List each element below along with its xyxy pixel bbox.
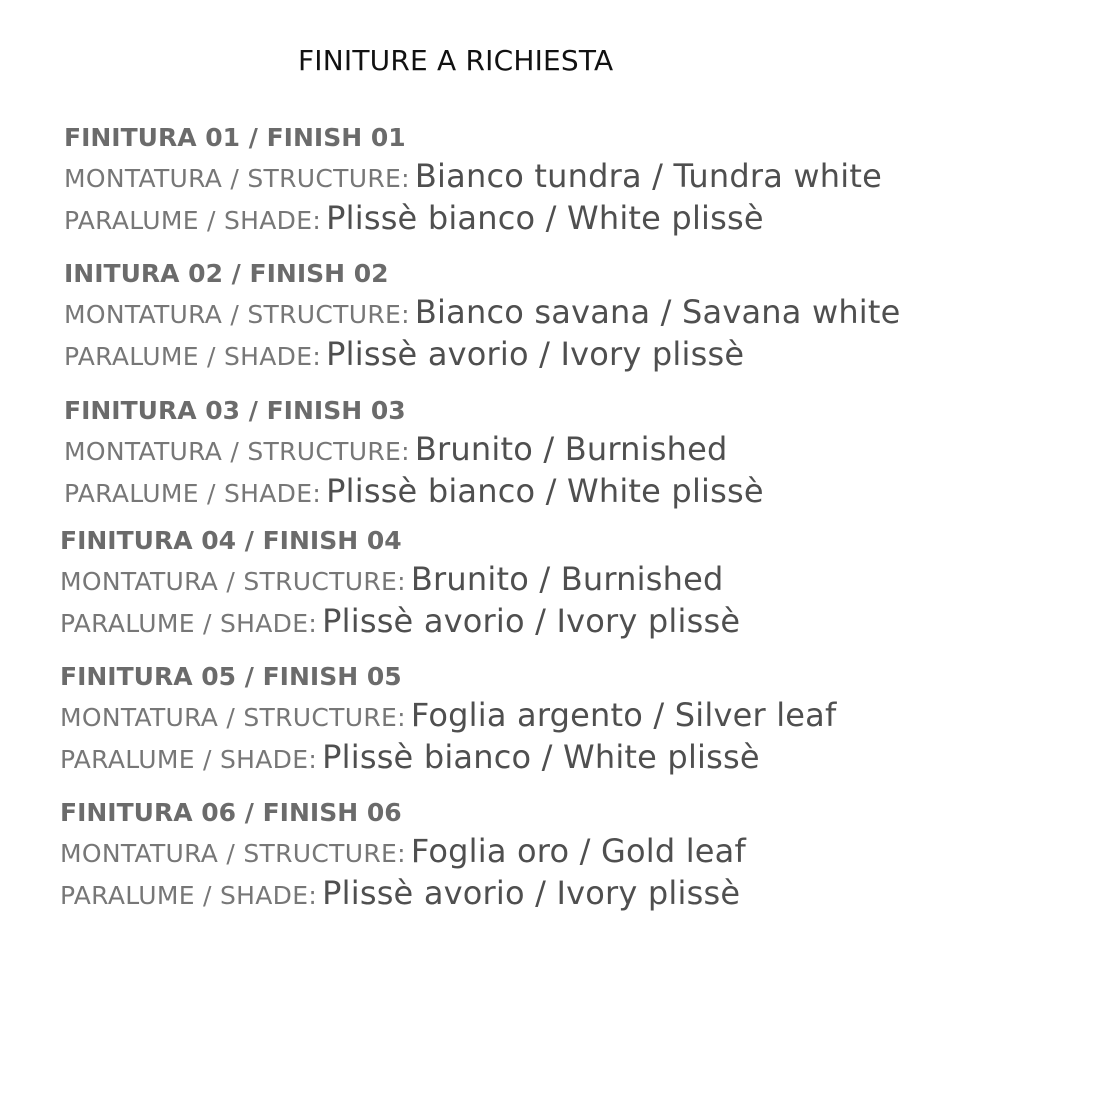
structure-row: [60, 558, 740, 600]
shade-label: PARALUME / SHADE:: [60, 745, 318, 774]
structure-label: MONTATURA / STRUCTURE:: [60, 567, 406, 596]
shade-label: PARALUME / SHADE:: [64, 342, 322, 371]
finish-block-03: [64, 394, 764, 512]
shade-value: Plissè bianco / White plissè: [326, 472, 764, 510]
finish-block-06: [60, 796, 746, 914]
structure-value: Foglia argento / Silver leaf: [410, 696, 837, 734]
structure-row: [60, 830, 746, 872]
structure-label: MONTATURA / STRUCTURE:: [64, 300, 410, 329]
finish-heading: INITURA 02 / FINISH 02: [64, 259, 389, 288]
shade-label: PARALUME / SHADE:: [64, 479, 322, 508]
shade-row: [60, 872, 746, 914]
shade-label: PARALUME / SHADE:: [64, 206, 322, 235]
finish-block-04: [60, 524, 740, 642]
shade-row: [64, 197, 882, 239]
shade-label: PARALUME / SHADE:: [60, 881, 318, 910]
shade-row: [60, 600, 740, 642]
shade-value: Plissè bianco / White plissè: [322, 738, 760, 776]
structure-value: Brunito / Burnished: [410, 560, 724, 598]
structure-value: Bianco savana / Savana white: [414, 293, 901, 331]
structure-row: [64, 291, 901, 333]
finish-block-02: [64, 257, 901, 375]
shade-row: [64, 470, 764, 512]
finish-block-05: [60, 660, 836, 778]
shade-value: Plissè avorio / Ivory plissè: [322, 874, 741, 912]
shade-value: Plissè bianco / White plissè: [326, 199, 764, 237]
page-title: FINITURE A RICHIESTA: [298, 44, 614, 77]
finish-heading: FINITURA 04 / FINISH 04: [60, 526, 402, 555]
structure-row: [60, 694, 836, 736]
shade-value: Plissè avorio / Ivory plissè: [322, 602, 741, 640]
structure-row: [64, 155, 882, 197]
shade-value: Plissè avorio / Ivory plissè: [326, 335, 745, 373]
shade-label: PARALUME / SHADE:: [60, 609, 318, 638]
structure-label: MONTATURA / STRUCTURE:: [64, 437, 410, 466]
structure-value: Bianco tundra / Tundra white: [414, 157, 882, 195]
structure-label: MONTATURA / STRUCTURE:: [60, 703, 406, 732]
finish-block-01: [64, 121, 882, 239]
structure-label: MONTATURA / STRUCTURE:: [64, 164, 410, 193]
finish-heading: FINITURA 05 / FINISH 05: [60, 662, 402, 691]
finish-heading: FINITURA 06 / FINISH 06: [60, 798, 402, 827]
structure-value: Foglia oro / Gold leaf: [410, 832, 746, 870]
structure-row: [64, 428, 764, 470]
structure-value: Brunito / Burnished: [414, 430, 728, 468]
finish-heading: FINITURA 03 / FINISH 03: [64, 396, 406, 425]
structure-label: MONTATURA / STRUCTURE:: [60, 839, 406, 868]
shade-row: [64, 333, 901, 375]
finish-heading: FINITURA 01 / FINISH 01: [64, 123, 406, 152]
shade-row: [60, 736, 836, 778]
